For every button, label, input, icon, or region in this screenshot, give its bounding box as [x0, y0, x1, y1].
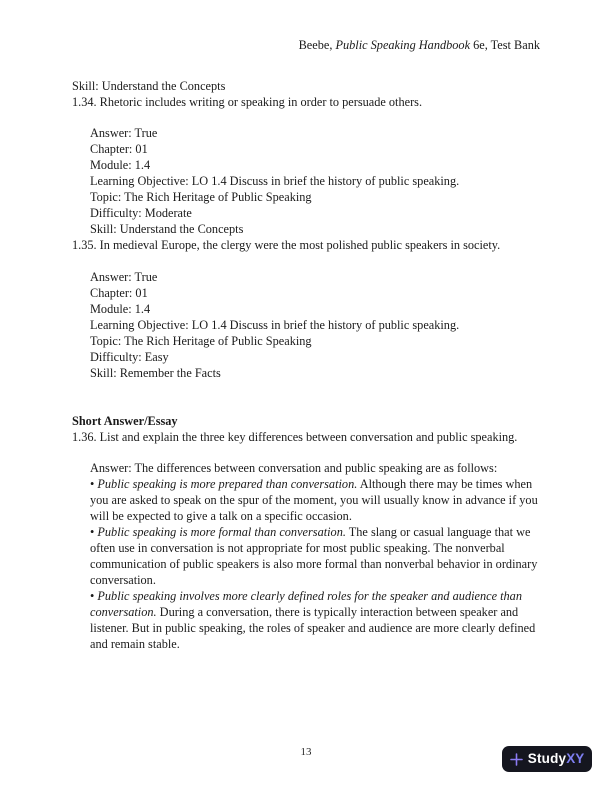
- question-1-34: [72, 94, 540, 110]
- bullet-italic-lead: Public speaking involves more clearly defined roles for the speaker and audience than conversation.: [90, 589, 522, 619]
- question-1-35: [72, 237, 540, 253]
- question-text: List and explain the three key differences between conversation and public speaking.: [96, 430, 518, 444]
- bullet-italic-lead: Public speaking is more formal than conversation.: [97, 525, 346, 539]
- detail-line: Chapter: 01: [90, 286, 148, 300]
- detail-line: Answer: True: [90, 126, 158, 140]
- header-author: Beebe,: [298, 38, 336, 52]
- bullet-body-text: Although there may be times when you are asked to speak on the spur of the moment, you will usually know in advance if you will be expected to give a talk on a specific occasion.: [90, 477, 538, 523]
- page-number: 13: [300, 746, 312, 758]
- question-1-36: [72, 429, 540, 445]
- question-number: 1.35.: [72, 238, 97, 252]
- logo-word-accent: XY: [566, 751, 585, 766]
- plus-icon: [510, 753, 523, 766]
- question-number: 1.36.: [72, 430, 97, 444]
- essay-bullet: [90, 476, 540, 524]
- detail-line: Learning Objective: LO 1.4 Discuss in brief the history of public speaking.: [90, 174, 460, 188]
- detail-line: Difficulty: Moderate: [90, 206, 192, 220]
- header-edition: 6e, Test Bank: [470, 38, 540, 52]
- bullet-body-text: The slang or casual language that we often use in conversation is not appropriate for most public speaking. The nonverbal communication of public speakers is also more formal than nonverbal behavior in ordinary conversation.: [90, 525, 538, 587]
- essay-bullet: [90, 524, 540, 588]
- detail-line: Module: 1.4: [90, 158, 151, 172]
- page-content: [72, 78, 540, 652]
- header-book-title: Public Speaking Handbook: [335, 38, 471, 52]
- bullet-body-text: During a conversation, there is typically interaction between speaker and listener. But in public speaking, the roles of speaker and audience are more clearly defined and remain stable.: [90, 605, 536, 651]
- logo-word-primary: Study: [527, 751, 567, 766]
- bullet-marker: •: [90, 525, 98, 539]
- logo-wordmark: [528, 751, 585, 767]
- section-heading: Short Answer/Essay: [72, 414, 178, 428]
- detail-line: Topic: The Rich Heritage of Public Speaking: [90, 334, 312, 348]
- page-header: [72, 37, 540, 53]
- question-text: In medieval Europe, the clergy were the most polished public speakers in society.: [96, 238, 501, 252]
- bullet-marker: •: [90, 477, 98, 491]
- detail-line: Difficulty: Easy: [90, 350, 169, 364]
- detail-line: Chapter: 01: [90, 142, 148, 156]
- essay-bullet: [90, 588, 540, 652]
- question-text: Rhetoric includes writing or speaking in order to persuade others.: [96, 95, 423, 109]
- bullet-marker: •: [90, 589, 98, 603]
- studyxy-logo-badge[interactable]: [502, 746, 592, 772]
- detail-line: Learning Objective: LO 1.4 Discuss in brief the history of public speaking.: [90, 318, 460, 332]
- essay-answer: [90, 460, 540, 652]
- question-1-34-details: [90, 125, 540, 237]
- detail-line: Skill: Understand the Concepts: [90, 222, 244, 236]
- question-1-35-details: [90, 269, 540, 381]
- detail-line: Topic: The Rich Heritage of Public Speaking: [90, 190, 312, 204]
- detail-line: Skill: Remember the Facts: [90, 366, 221, 380]
- essay-answer-intro: Answer: The differences between conversation and public speaking are as follows:: [90, 461, 498, 475]
- carryover-detail-line: Skill: Understand the Concepts: [72, 79, 226, 93]
- detail-line: Answer: True: [90, 270, 158, 284]
- detail-line: Module: 1.4: [90, 302, 151, 316]
- bullet-italic-lead: Public speaking is more prepared than conversation.: [97, 477, 358, 491]
- question-number: 1.34.: [72, 95, 97, 109]
